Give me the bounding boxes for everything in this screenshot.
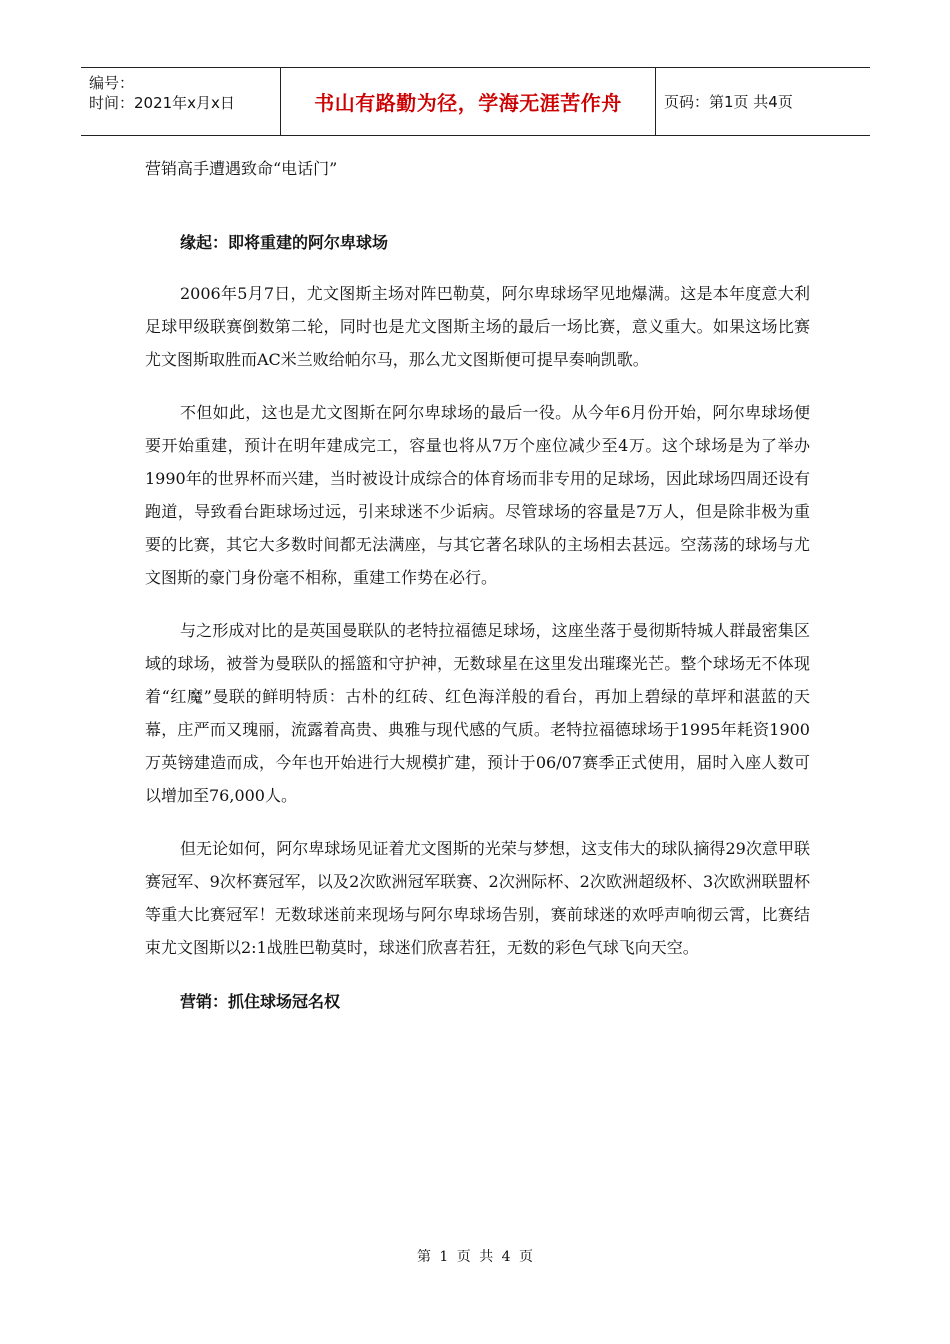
paragraph: 2006年5月7日，尤文图斯主场对阵巴勒莫，阿尔卑球场罕见地爆满。这是本年度意大利足球甲级联赛倒数第二轮，同时也是尤文图斯主场的最后一场比赛，意义重大。如果这场比赛尤文图斯取胜而AC米兰败给帕尔马，那么尤文图斯便可提早奏响凯歌。 <box>145 284 810 369</box>
header-page-cell <box>656 68 870 135</box>
section-heading-marketing: 营销：抓住球场冠名权 <box>180 992 341 1011</box>
header-motto: 书山有路勤为径，学海无涯苦作舟 <box>314 91 622 115</box>
paragraph: 与之形成对比的是英国曼联队的老特拉福德足球场，这座坐落于曼彻斯特城人群最密集区域的球场，被誉为曼联队的摇篮和守护神，无数球星在这里发出璀璨光芒。整个球场无不体现着“红魔”曼联的鲜明特质：古朴的红砖、红色海洋般的看台，再加上碧绿的草坪和湛蓝的天幕，庄严而又瑰丽，流露着高贵、典雅与现代感的气质。老特拉福德球场于1995年耗资1900万英镑建造而成，今年也开始进行大规模扩建，预计于06/07赛季正式使用，届时入座人数可以增加至76,000人。 <box>145 621 810 805</box>
header-number-label: 编号： <box>89 74 135 92</box>
header-meta-cell <box>81 68 281 135</box>
paragraph: 但无论如何，阿尔卑球场见证着尤文图斯的光荣与梦想，这支伟大的球队摘得29次意甲联赛冠军、9次杯赛冠军，以及2次欧洲冠军联赛、2次洲际杯、2次欧洲超级杯、3次欧洲联盟杯等重大比赛冠军！无数球迷前来现场与阿尔卑球场告别，赛前球迷的欢呼声响彻云霄，比赛结束尤文图斯以2:1战胜巴勒莫时，球迷们欣喜若狂，无数的彩色气球飞向天空。 <box>145 839 810 957</box>
page-footer: 第 1 页 共 4 页 <box>416 1249 534 1265</box>
section-heading-origin: 缘起：即将重建的阿尔卑球场 <box>180 233 389 252</box>
header-time-label: 时间：2021年x月x日 <box>89 94 235 112</box>
header-motto-cell <box>281 68 656 135</box>
document-body <box>145 153 810 1018</box>
header-page-code: 页码：第1页 共4页 <box>664 93 793 111</box>
paragraph: 不但如此，这也是尤文图斯在阿尔卑球场的最后一役。从今年6月份开始，阿尔卑球场便要开始重建，预计在明年建成完工，容量也将从7万个座位减少至4万。这个球场是为了举办1990年的世界杯而兴建，当时被设计成综合的体育场而非专用的足球场，因此球场四周还设有跑道，导致看台距球场过远，引来球迷不少诟病。尽管球场的容量是7万人，但是除非极为重要的比赛，其它大多数时间都无法满座，与其它著名球队的主场相去甚远。空荡荡的球场与尤文图斯的豪门身份毫不相称，重建工作势在必行。 <box>145 403 810 587</box>
page-header <box>81 67 870 136</box>
document-title: 营销高手遭遇致命“电话门” <box>145 159 338 178</box>
